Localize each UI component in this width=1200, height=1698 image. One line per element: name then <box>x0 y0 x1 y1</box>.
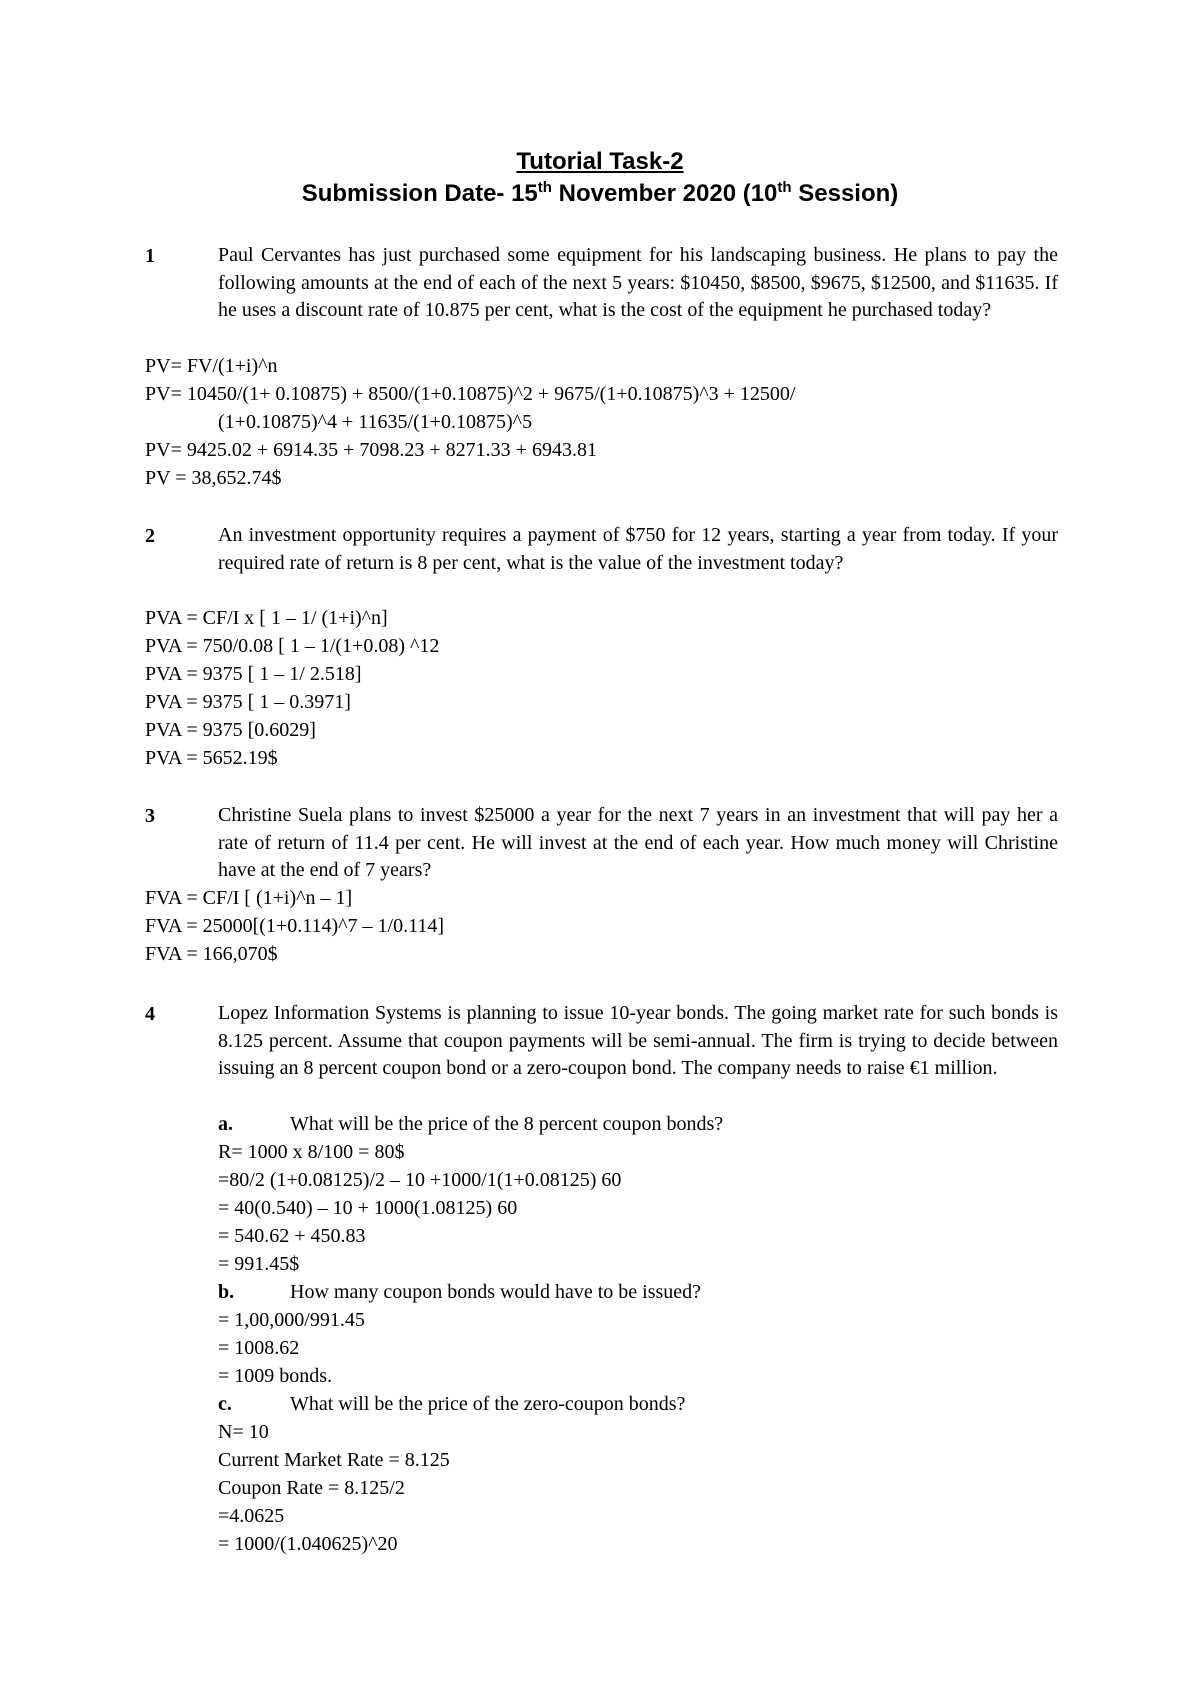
answer-line: FVA = 25000[(1+0.114)^7 – 1/0.114] <box>145 915 444 937</box>
answer-line: PVA = CF/I x [ 1 – 1/ (1+i)^n] <box>145 607 388 629</box>
question-3-text: Christine Suela plans to invest $25000 a year for the next 7 years in an investment that will pay her a rate of return of 11.4 per cent. He will invest at the end of each year. How much money will Christine have at the end of 7 years? <box>218 804 1058 881</box>
answer-line: FVA = 166,070$ <box>145 943 278 965</box>
page-title: Tutorial Task-2 <box>516 148 684 175</box>
answer-line: =80/2 (1+0.08125)/2 – 10 +1000/1(1+0.08125) 60 <box>218 1169 622 1191</box>
answer-line: = 1000/(1.040625)^20 <box>218 1533 398 1555</box>
sub-label: b. <box>218 1281 235 1303</box>
subtitle-part: November 2020 (10 <box>551 180 778 207</box>
subtitle-part: Session) <box>791 180 899 207</box>
answer-line: N= 10 <box>218 1421 269 1443</box>
answer-line: PVA = 9375 [0.6029] <box>145 719 316 741</box>
answer-line: PV= FV/(1+i)^n <box>145 355 278 377</box>
answer-line: PVA = 9375 [ 1 – 0.3971] <box>145 691 351 713</box>
answer-line: PV= 10450/(1+ 0.10875) + 8500/(1+0.10875)^2 + 9675/(1+0.10875)^3 + 12500/ <box>145 383 796 405</box>
answer-line: R= 1000 x 8/100 = 80$ <box>218 1141 405 1163</box>
answer-line: PVA = 750/0.08 [ 1 – 1/(1+0.08) ^12 <box>145 635 440 657</box>
answer-line: = 540.62 + 450.83 <box>218 1225 366 1247</box>
subtitle-sup: th <box>777 179 792 196</box>
answer-line: = 1009 bonds. <box>218 1365 333 1387</box>
answer-line: FVA = CF/I [ (1+i)^n – 1] <box>145 887 353 909</box>
answer-line: PVA = 9375 [ 1 – 1/ 2.518] <box>145 663 362 685</box>
answer-line: Current Market Rate = 8.125 <box>218 1449 450 1471</box>
sub-label: c. <box>218 1393 232 1415</box>
answer-line: PV = 38,652.74$ <box>145 467 282 489</box>
sub-question-b <box>218 1280 701 1304</box>
subtitle-sup: th <box>537 179 552 196</box>
sub-question-a <box>218 1112 723 1136</box>
question-2-number: 2 <box>145 525 155 547</box>
answer-line: = 991.45$ <box>218 1253 300 1275</box>
answer-line: PVA = 5652.19$ <box>145 747 278 769</box>
submission-date <box>0 180 1200 208</box>
answer-line: = 1008.62 <box>218 1337 300 1359</box>
question-2-text: An investment opportunity requires a payment of $750 for 12 years, starting a year from today. If your required rate of return is 8 per cent, what is the value of the investment today? <box>218 524 1058 574</box>
sub-label: a. <box>218 1113 233 1135</box>
sub-question-text: What will be the price of the 8 percent coupon bonds? <box>290 1113 724 1135</box>
question-1-number: 1 <box>145 245 155 267</box>
answer-line: Coupon Rate = 8.125/2 <box>218 1477 405 1499</box>
answer-line: (1+0.10875)^4 + 11635/(1+0.10875)^5 <box>218 411 533 433</box>
subtitle-part: Submission Date- 15 <box>301 180 538 207</box>
answer-line: = 40(0.540) – 10 + 1000(1.08125) 60 <box>218 1197 518 1219</box>
sub-question-text: What will be the price of the zero-coupon bonds? <box>290 1393 686 1415</box>
answer-line: =4.0625 <box>218 1505 285 1527</box>
sub-question-text: How many coupon bonds would have to be issued? <box>290 1281 702 1303</box>
question-3-number: 3 <box>145 805 155 827</box>
question-4-text: Lopez Information Systems is planning to issue 10-year bonds. The going market rate for such bonds is 8.125 percent. Assume that coupon payments will be semi-annual. The firm is trying to decide between issuing an 8 percent coupon bond or a zero-coupon bond. The company needs to raise €1 million. <box>218 1002 1058 1079</box>
sub-question-c <box>218 1392 685 1416</box>
question-4-number: 4 <box>145 1003 155 1025</box>
question-1-text: Paul Cervantes has just purchased some equipment for his landscaping business. He plans to pay the following amounts at the end of each of the next 5 years: $10450, $8500, $9675, $12500, and $11635. If he uses a discount rate of 10.875 per cent, what is the cost of the equipment he purchased today? <box>218 244 1058 321</box>
answer-line: PV= 9425.02 + 6914.35 + 7098.23 + 8271.33 + 6943.81 <box>145 439 597 461</box>
answer-line: = 1,00,000/991.45 <box>218 1309 365 1331</box>
